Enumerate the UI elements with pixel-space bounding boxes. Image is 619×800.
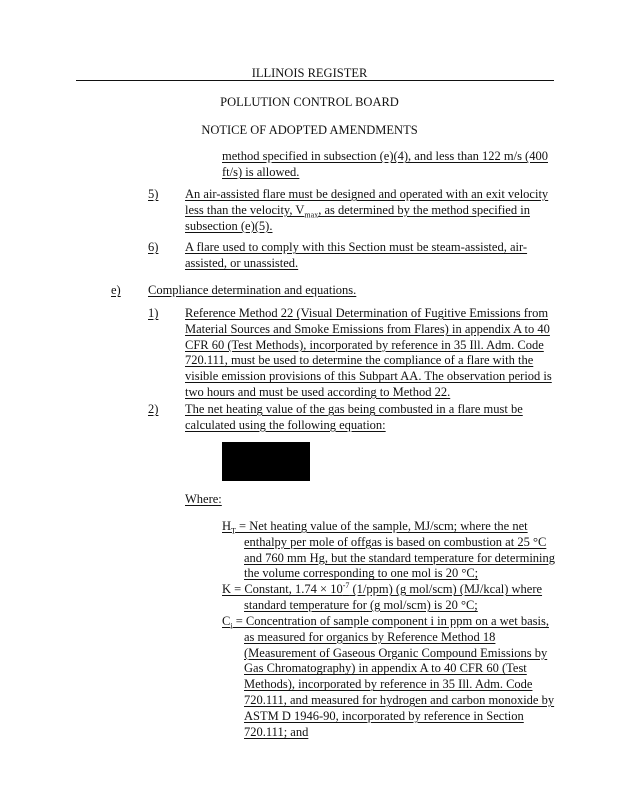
header-rule	[76, 80, 554, 81]
section-e-number: e)	[111, 283, 121, 297]
notice-title: NOTICE OF ADOPTED AMENDMENTS	[201, 123, 418, 137]
definition-ht: $H_T$ = Net heating value of the sample, MJ/scm; where the net enthalpy per mole of offgas is based on combustion at 25 °C and 760 mm Hg, but the standard temperature for determining the volume corresponding to one mol is 20 °C;	[222, 519, 556, 581]
item-5-number: 5)	[148, 187, 159, 201]
item-6-number: 6)	[148, 240, 159, 254]
section-e-title: Compliance determination and equations.	[148, 283, 357, 297]
equation-image	[222, 442, 310, 481]
board-name: POLLUTION CONTROL BOARD	[220, 95, 399, 109]
continuation-text: method specified in subsection (e)(4), and less than 122 m/s (400 ft/s) is allowed.	[222, 149, 548, 179]
item-e1-number: 1)	[148, 306, 159, 320]
item-e2-text: The net heating value of the gas being combusted in a flare must be calculated using the following equation:	[185, 402, 523, 432]
definition-k: K = Constant, $1.74 \times 10^{-7}$ (1/ppm) (g mol/scm) (MJ/kcal) where standard temperature for (g mol/scm) is 20 °C;	[222, 580, 543, 612]
item-e2-number: 2)	[148, 402, 159, 416]
item-6-text: A flare used to comply with this Section must be steam-assisted, air- assisted, or unassisted.	[185, 240, 528, 270]
item-e1-text: Reference Method 22 (Visual Determination of Fugitive Emissions from Material Sources and Smoke Emissions from Flares) in appendix A to 40 CFR 60 (Test Methods), incorporated by reference in 35 Ill. Adm. Code 720.111, must be used to determine the compliance of a flare with the visible emission provisions of this Subpart AA. The observation period is two hours and must be used according to Method 22.	[185, 306, 552, 399]
register-title: ILLINOIS REGISTER	[251, 66, 368, 80]
where-label: Where:	[185, 492, 222, 506]
item-5-text: An air-assisted flare must be designed and operated with an exit velocity less than the velocity, $V_{max}$, as determined by the method specified in subsection (e)(5).	[185, 187, 549, 233]
definition-ci: $C_i$ = Concentration of sample component i in ppm on a wet basis, as measured for organics by Reference Method 18 (Measurement of Gaseous Organic Compound Emissions by Gas Chromatography) in appendix A to 40 CFR 60 (Test Methods), incorporated by reference in 35 Ill. Adm. Code 720.111, and measured for hydrogen and carbon monoxide by ASTM D 1946-90, incorporated by reference in Section 720.111; and	[222, 614, 555, 739]
